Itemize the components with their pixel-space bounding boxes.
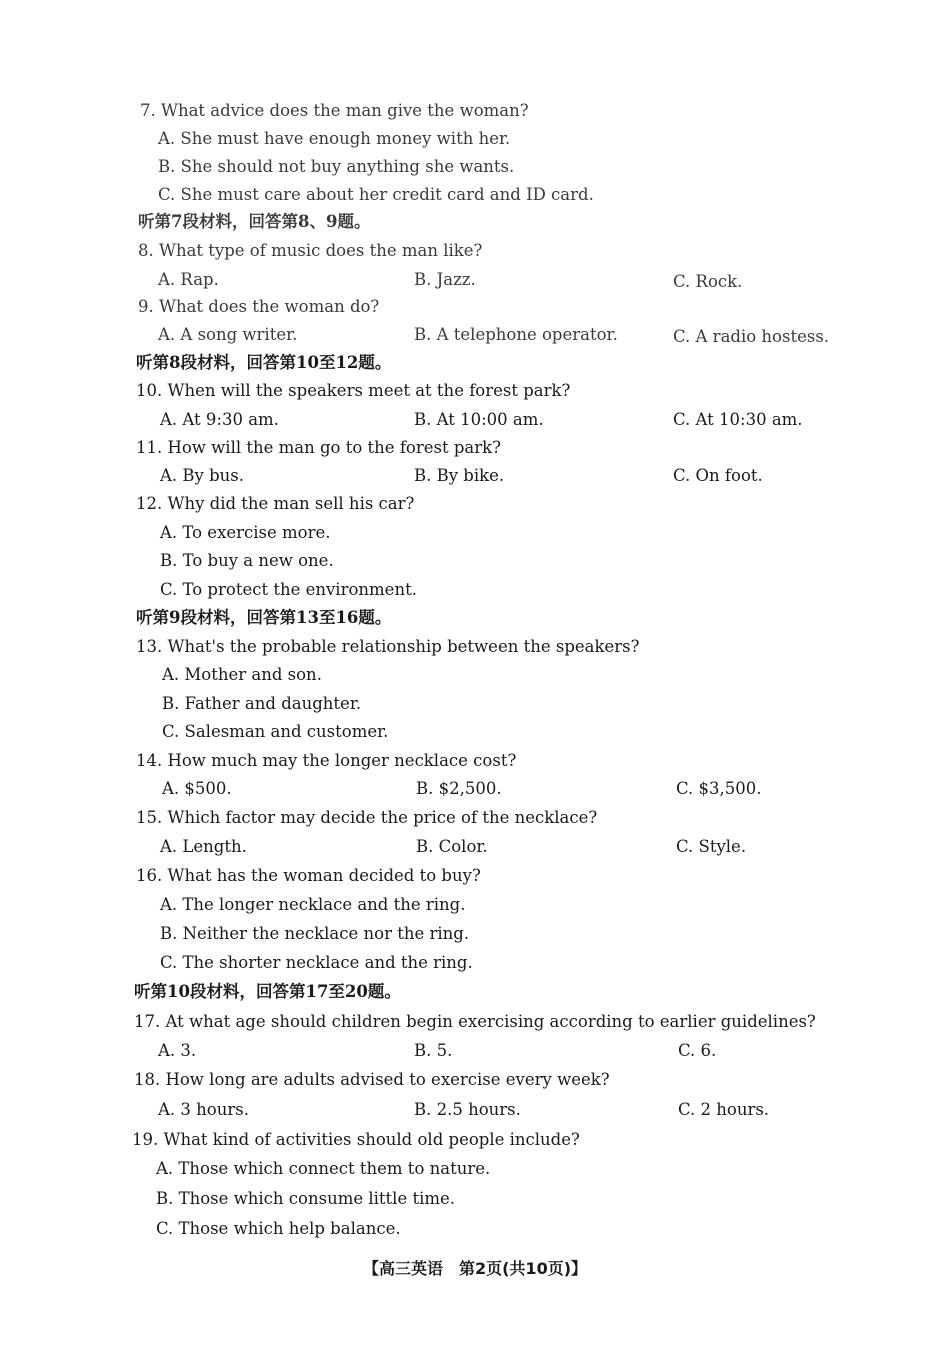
option-18a: A. 3 hours.: [158, 1100, 249, 1119]
question-7: 7. What advice does the man give the woman?: [140, 101, 529, 120]
option-12a: A. To exercise more.: [160, 523, 331, 542]
option-10c: C. At 10:30 am.: [673, 410, 803, 429]
option-14b: B. $2,500.: [416, 779, 502, 798]
option-14c: C. $3,500.: [676, 779, 762, 798]
option-7b: B. She should not buy anything she wants.: [158, 157, 515, 176]
page-footer: 【高三英语 第2页(共10页)】: [362, 1259, 588, 1278]
option-18b: B. 2.5 hours.: [414, 1100, 521, 1119]
option-9c: C. A radio hostess.: [673, 327, 830, 346]
question-9: 9. What does the woman do?: [138, 297, 380, 316]
question-16: 16. What has the woman decided to buy?: [136, 866, 481, 885]
option-17a: A. 3.: [158, 1041, 197, 1060]
option-17b: B. 5.: [414, 1041, 453, 1060]
option-11a: A. By bus.: [160, 466, 244, 485]
question-18: 18. How long are adults advised to exercise every week?: [134, 1070, 610, 1089]
option-19b: B. Those which consume little time.: [156, 1189, 456, 1208]
question-19: 19. What kind of activities should old people include?: [132, 1130, 580, 1149]
option-15c: C. Style.: [676, 837, 747, 856]
option-13a: A. Mother and son.: [162, 665, 322, 684]
option-16b: B. Neither the necklace nor the ring.: [160, 924, 470, 943]
section-heading-8: 听第8段材料，回答第10至12题。: [136, 353, 392, 372]
question-12: 12. Why did the man sell his car?: [136, 494, 415, 513]
question-11: 11. How will the man go to the forest park?: [136, 438, 501, 457]
option-7a: A. She must have enough money with her.: [158, 129, 511, 148]
question-17: 17. At what age should children begin exercising according to earlier guidelines?: [134, 1012, 816, 1031]
option-7c: C. She must care about her credit card and ID card.: [158, 185, 594, 204]
option-13b: B. Father and daughter.: [162, 694, 362, 713]
option-12c: C. To protect the environment.: [160, 580, 417, 599]
option-18c: C. 2 hours.: [678, 1100, 770, 1119]
option-19a: A. Those which connect them to nature.: [156, 1159, 491, 1178]
option-9a: A. A song writer.: [158, 325, 298, 344]
section-heading-9: 听第9段材料，回答第13至16题。: [136, 608, 392, 627]
question-10: 10. When will the speakers meet at the forest park?: [136, 381, 571, 400]
option-11c: C. On foot.: [673, 466, 763, 485]
option-14a: A. $500.: [162, 779, 232, 798]
option-16c: C. The shorter necklace and the ring.: [160, 953, 473, 972]
option-11b: B. By bike.: [414, 466, 505, 485]
option-15b: B. Color.: [416, 837, 488, 856]
option-9b: B. A telephone operator.: [414, 325, 618, 344]
option-12b: B. To buy a new one.: [160, 551, 334, 570]
option-8b: B. Jazz.: [414, 270, 476, 289]
option-10a: A. At 9:30 am.: [160, 410, 279, 429]
option-16a: A. The longer necklace and the ring.: [160, 895, 466, 914]
option-8a: A. Rap.: [158, 270, 219, 289]
section-heading-7: 听第7段材料，回答第8、9题。: [138, 212, 371, 231]
question-13: 13. What's the probable relationship between the speakers?: [136, 637, 640, 656]
option-10b: B. At 10:00 am.: [414, 410, 544, 429]
option-15a: A. Length.: [160, 837, 247, 856]
option-13c: C. Salesman and customer.: [162, 722, 389, 741]
question-14: 14. How much may the longer necklace cost?: [136, 751, 517, 770]
question-15: 15. Which factor may decide the price of the necklace?: [136, 808, 598, 827]
option-8c: C. Rock.: [673, 272, 743, 291]
question-8: 8. What type of music does the man like?: [138, 241, 483, 260]
option-19c: C. Those which help balance.: [156, 1219, 401, 1238]
section-heading-10: 听第10段材料，回答第17至20题。: [134, 982, 401, 1001]
option-17c: C. 6.: [678, 1041, 717, 1060]
